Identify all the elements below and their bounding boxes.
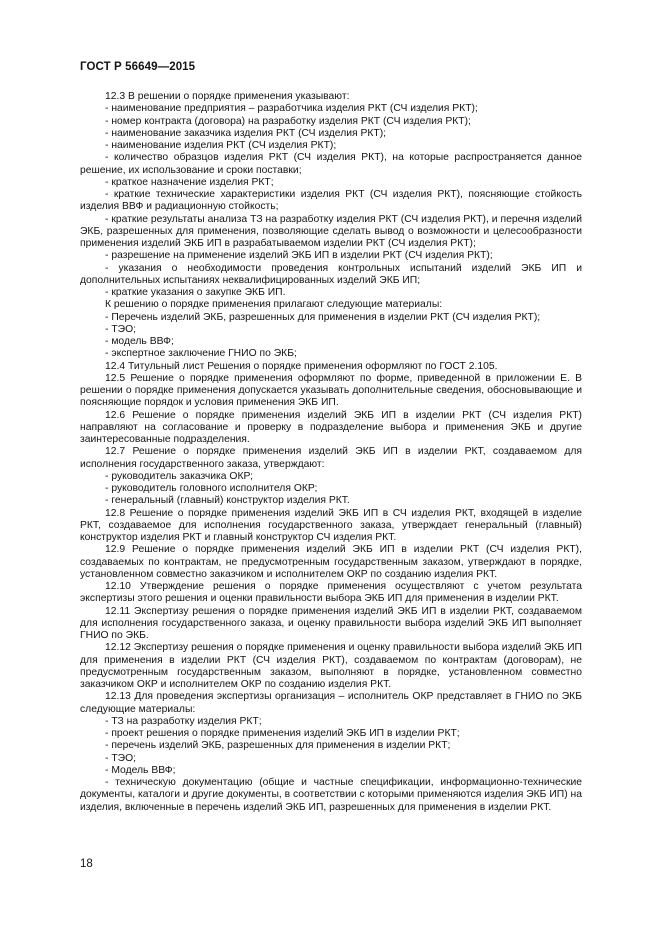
paragraph: - разрешение на применение изделий ЭКБ ИП в изделии РКТ (СЧ изделия РКТ); xyxy=(105,250,493,262)
paragraph: - Модель ВВФ; xyxy=(105,764,176,776)
paragraph: 12.3 В решении о порядке применения указывают: xyxy=(105,91,350,102)
paragraph: 12.10 Утверждение решения о порядке применения осуществляют с учетом результата экспертизы этого решения и оценки правильности выбора ЭКБ ИП для применения в изделии РКТ. xyxy=(80,581,582,605)
document-header: ГОСТ Р 56649—2015 xyxy=(80,61,196,73)
paragraph: - ТЭО; xyxy=(105,323,136,335)
paragraph: - количество образцов изделия РКТ (СЧ изделия РКТ), на которые распространяется данное решение, их использование и сроки поставки; xyxy=(80,152,582,176)
paragraph: К решению о порядке применения прилагают следующие материалы: xyxy=(105,299,443,311)
paragraph: 12.7 Решение о порядке применения изделий ЭКБ ИП в изделии РКТ, создаваемом для исполнения государственного заказа, утверждают: xyxy=(80,446,582,470)
paragraph: - экспертное заключение ГНИО по ЭКБ; xyxy=(105,348,297,360)
paragraph: 12.11 Экспертизу решения о порядке применения изделий ЭКБ ИП в изделии РКТ, создаваемом для исполнения государственного заказа, и оценку правильности выбора изделий ЭКБ ИП выполняет ГНИО по ЭКБ. xyxy=(80,605,582,641)
paragraph: - ТЭО; xyxy=(105,752,136,764)
page-number: 18 xyxy=(80,858,93,870)
paragraph: - указания о необходимости проведения контрольных испытаний изделий ЭКБ ИП и дополнительных испытаниях неквалифицированных изделий ЭКБ ИП; xyxy=(80,262,582,286)
paragraph: - руководитель заказчика ОКР; xyxy=(105,470,254,482)
paragraph: - Перечень изделий ЭКБ, разрешенных для применения в изделии РКТ (СЧ изделия РКТ); xyxy=(105,311,541,323)
paragraph: 12.13 Для проведения экспертизы организация – исполнитель ОКР представляет в ГНИО по ЭКБ следующие материалы: xyxy=(80,691,582,715)
paragraph: - краткое назначение изделия РКТ; xyxy=(105,176,274,188)
paragraph: - номер контракта (договора) на разработку изделия РКТ (СЧ изделия РКТ); xyxy=(105,115,471,127)
paragraph: - краткие технические характеристики изделия РКТ (СЧ изделия РКТ), поясняющие стойкость изделия ВВФ и радиационную стойкость; xyxy=(80,189,582,213)
paragraph: - наименование изделия РКТ (СЧ изделия РКТ); xyxy=(105,140,337,151)
paragraph: - генеральный (главный) конструктор изделия РКТ. xyxy=(105,495,350,507)
paragraph: - техническую документацию (общие и частные спецификации, информационно-технические документы, каталоги и другие документы, в соответствии с которыми применяются изделия ЭКБ ИП) на изделия, включенные в перечень изделий ЭКБ ИП, разрешенных для применения в изделии РКТ. xyxy=(80,777,582,813)
paragraph: - проект решения о порядке применения изделий ЭКБ ИП в изделии РКТ; xyxy=(105,728,460,739)
paragraph: 12.12 Экспертизу решения о порядке применения и оценку правильности выбора изделий ЭКБ ИП для применения в изделии РКТ (СЧ изделия РКТ), создаваемом по контрактам (договорам), не предусмотренным государственным заказом, выполняют в порядке, установленном совместно заказчиком ОКР и исполнителем ОКР по созданию изделия РКТ. xyxy=(80,642,582,690)
paragraph: 12.9 Решение о порядке применения изделий ЭКБ ИП в изделии РКТ (СЧ изделия РКТ), создаваемых по контрактам, не предусмотренным государственным заказом, утверждают в порядке, установленном совместно заказчиком и исполнителем ОКР по созданию изделия РКТ. xyxy=(80,544,582,580)
paragraph: 12.6 Решение о порядке применения изделий ЭКБ ИП в изделии РКТ (СЧ изделия РКТ) направляют на согласование и проверку в подразделение выбора и применения ЭКБ и другие заинтересованные подразделения. xyxy=(80,409,582,445)
paragraph: - краткие результаты анализа ТЗ на разработку изделия РКТ (СЧ изделия РКТ), и перечня изделий ЭКБ, разрешенных для применения, позволяющие сделать вывод о возможности и целесообразности применения изделий ЭКБ ИП в разрабатываемом изделии РКТ (СЧ изделия РКТ); xyxy=(80,213,582,249)
paragraph: - перечень изделий ЭКБ, разрешенных для применения в изделии РКТ; xyxy=(105,740,451,752)
paragraph: - краткие указания о закупке ЭКБ ИП. xyxy=(105,287,286,298)
paragraph: - ТЗ на разработку изделия РКТ; xyxy=(105,715,262,727)
paragraph: - наименование предприятия – разработчика изделия РКТ (СЧ изделия РКТ); xyxy=(105,103,478,115)
paragraph: - наименование заказчика изделия РКТ (СЧ изделия РКТ); xyxy=(105,127,387,139)
paragraph: 12.5 Решение о порядке применения оформляют по форме, приведенной в приложении Е. В решении о порядке применения допускается указывать дополнительные сведения, обосновывающие и поясняющие порядок и условия применения ЭКБ ИП. xyxy=(80,372,582,409)
paragraph: 12.4 Титульный лист Решения о порядке применения оформляют по ГОСТ 2.105. xyxy=(105,360,498,372)
document-body xyxy=(80,91,582,814)
paragraph: - модель ВВФ; xyxy=(105,336,174,347)
paragraph: 12.8 Решение о порядке применения изделий ЭКБ ИП в СЧ изделия РКТ, входящей в изделие РКТ, создаваемое для исполнения государственного заказа, утверждает генеральный (главный) конструктор изделия РКТ и главный конструктор СЧ изделия РКТ. xyxy=(80,507,582,543)
paragraph: - руководитель головного исполнителя ОКР; xyxy=(105,483,318,494)
